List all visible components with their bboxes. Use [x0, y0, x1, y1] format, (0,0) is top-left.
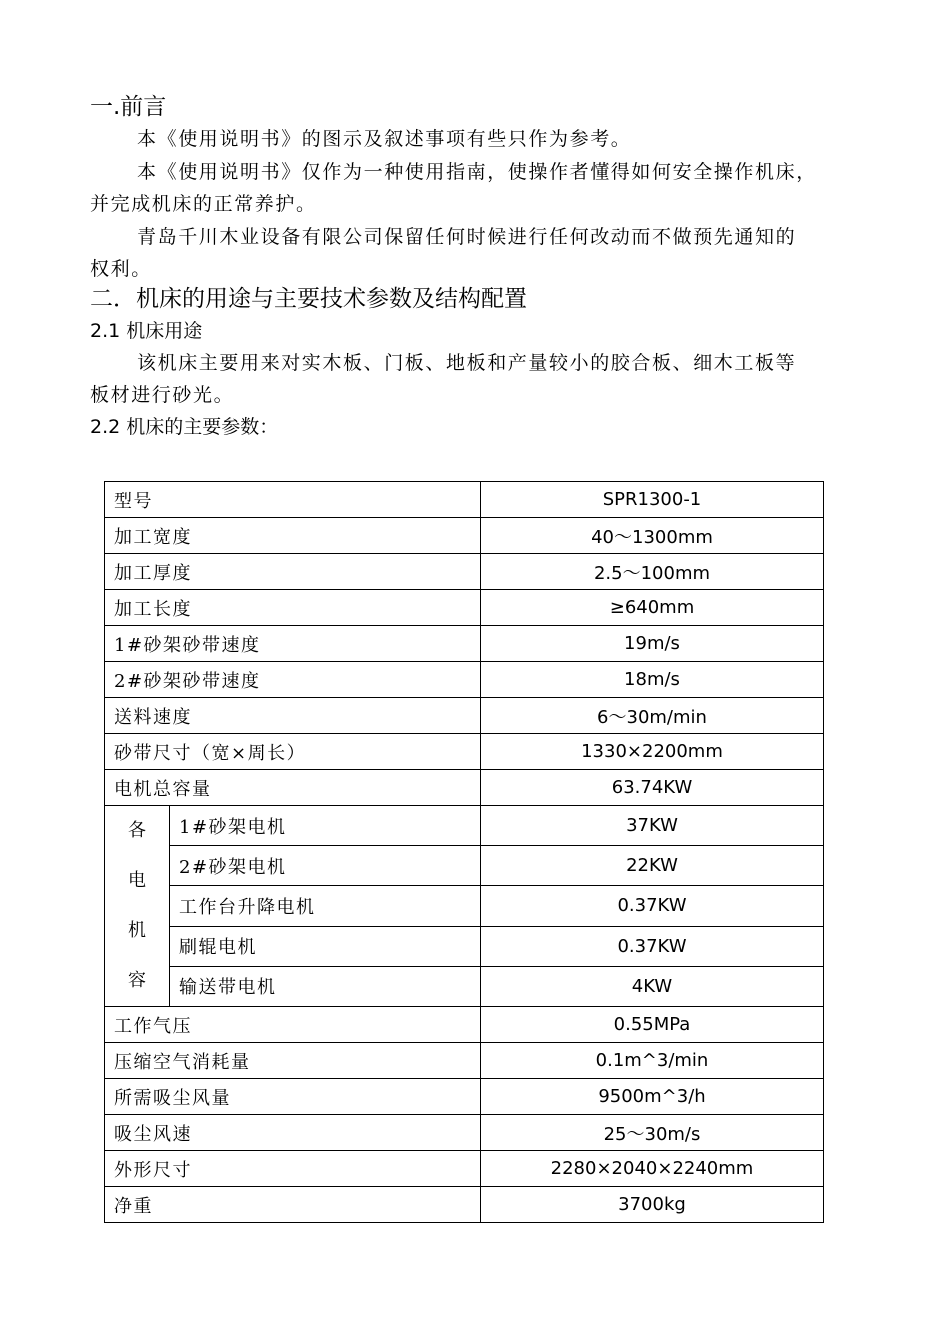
preface-paragraph-3-line-1: 青岛千川木业设备有限公司保留任何时候进行任何改动而不做预先通知的 [137, 226, 797, 248]
table-row [105, 734, 824, 770]
table-row [105, 1043, 824, 1079]
spec-label: 压缩空气消耗量 [105, 1043, 481, 1079]
section-heading-usage-specs: 二．机床的用途与主要技术参数及结构配置 [90, 286, 527, 312]
spec-value: 40～1300mm [481, 518, 824, 554]
spec-label: 加工厚度 [105, 554, 481, 590]
motor-group-char: 电 [128, 870, 146, 891]
motor-value: 4KW [481, 966, 824, 1006]
preface-paragraph-1: 本《使用说明书》的图示及叙述事项有些只作为参考。 [137, 128, 632, 150]
motor-label: 工作台升降电机 [170, 886, 481, 926]
motor-value: 37KW [481, 806, 824, 846]
table-row [105, 698, 824, 734]
spec-label: 送料速度 [105, 698, 481, 734]
table-row [105, 626, 824, 662]
table-row [105, 1187, 824, 1223]
spec-label: 1#砂架砂带速度 [105, 626, 481, 662]
table-row [105, 554, 824, 590]
table-row [105, 662, 824, 698]
spec-value: 1330×2200mm [481, 734, 824, 770]
preface-paragraph-2-line-1: 本《使用说明书》仅作为一种使用指南，使操作者懂得如何安全操作机床， [137, 161, 817, 183]
spec-label: 型号 [105, 482, 481, 518]
table-row [105, 770, 824, 806]
spec-label: 吸尘风速 [105, 1115, 481, 1151]
section-heading-preface: 一.前言 [90, 94, 167, 120]
spec-value: 6～30m/min [481, 698, 824, 734]
usage-paragraph-line-1: 该机床主要用来对实木板、门板、地板和产量较小的胶合板、细木工板等 [137, 352, 797, 374]
spec-label: 2#砂架砂带速度 [105, 662, 481, 698]
motor-group-char: 机 [128, 920, 146, 941]
spec-label: 净重 [105, 1187, 481, 1223]
spec-label: 加工长度 [105, 590, 481, 626]
spec-label: 电机总容量 [105, 770, 481, 806]
table-row [105, 846, 824, 886]
spec-label: 所需吸尘风量 [105, 1079, 481, 1115]
preface-paragraph-2-line-2: 并完成机床的正常养护。 [90, 193, 317, 215]
table-row [105, 482, 824, 518]
spec-value: ≥640mm [481, 590, 824, 626]
table-row [105, 590, 824, 626]
motor-label: 1#砂架电机 [170, 806, 481, 846]
table-row [105, 886, 824, 926]
spec-value: 0.1m^3/min [481, 1043, 824, 1079]
spec-value: 18m/s [481, 662, 824, 698]
subheading-usage: 2.1 机床用途 [90, 320, 203, 342]
spec-value: 9500m^3/h [481, 1079, 824, 1115]
spec-value: 2.5～100mm [481, 554, 824, 590]
motor-group-char: 各 [128, 820, 146, 841]
spec-label: 加工宽度 [105, 518, 481, 554]
spec-label: 砂带尺寸（宽×周长） [105, 734, 481, 770]
motor-value: 0.37KW [481, 926, 824, 966]
motor-value: 22KW [481, 846, 824, 886]
spec-value: 3700kg [481, 1187, 824, 1223]
usage-paragraph-line-2: 板材进行砂光。 [90, 384, 235, 406]
table-row [105, 806, 824, 846]
motor-label: 刷辊电机 [170, 926, 481, 966]
motor-label: 2#砂架电机 [170, 846, 481, 886]
table-row [105, 1079, 824, 1115]
motor-label: 输送带电机 [170, 966, 481, 1006]
table-row [105, 926, 824, 966]
preface-paragraph-3-line-2: 权利。 [90, 258, 152, 280]
spec-label: 工作气压 [105, 1007, 481, 1043]
spec-label: 外形尺寸 [105, 1151, 481, 1187]
spec-value: SPR1300-1 [481, 482, 824, 518]
table-row [105, 1007, 824, 1043]
table-row [105, 966, 824, 1006]
table-row [105, 1151, 824, 1187]
spec-value: 2280×2040×2240mm [481, 1151, 824, 1187]
spec-value: 25～30m/s [481, 1115, 824, 1151]
motor-value: 0.37KW [481, 886, 824, 926]
motor-group-char: 容 [128, 970, 146, 991]
spec-value: 0.55MPa [481, 1007, 824, 1043]
motor-group-label [105, 806, 170, 1007]
table-row [105, 518, 824, 554]
spec-table [104, 481, 824, 1223]
spec-value: 19m/s [481, 626, 824, 662]
table-row [105, 1115, 824, 1151]
subheading-parameters: 2.2 机床的主要参数： [90, 416, 279, 438]
spec-value: 63.74KW [481, 770, 824, 806]
